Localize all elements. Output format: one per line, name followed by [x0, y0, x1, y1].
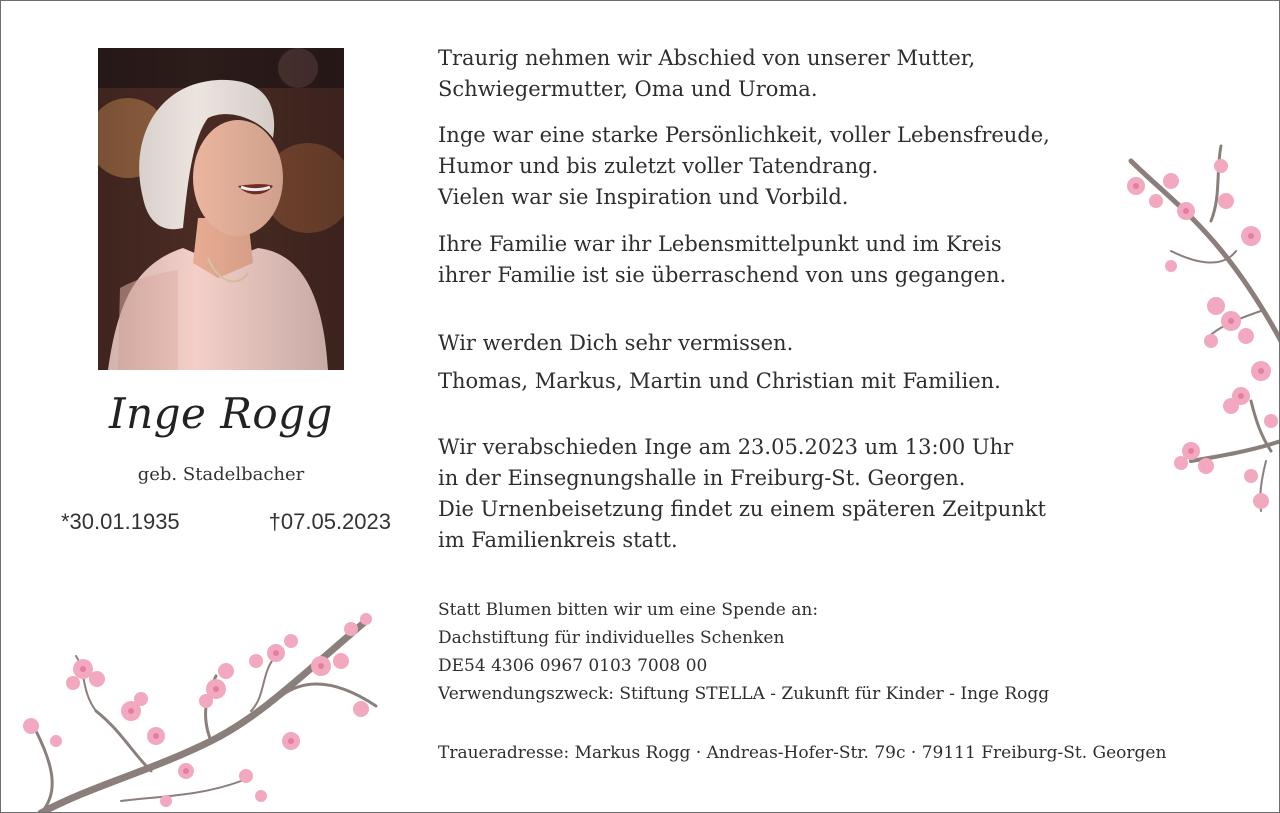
deceased-name: Inge Rogg: [109, 389, 333, 438]
text-line: Die Urnenbeisetzung findet zu einem späteren Zeitpunkt: [438, 497, 1046, 521]
donation-info: [438, 596, 1198, 708]
blossom-cluster: [1127, 159, 1278, 509]
paragraph-farewell: [438, 43, 975, 105]
text-line: Inge war eine starke Persönlichkeit, voller Lebensfreude,: [438, 123, 1050, 147]
maiden-name: geb. Stadelbacher: [137, 464, 305, 485]
text-line: Schwiegermutter, Oma und Uroma.: [438, 77, 818, 101]
donation-line: Dachstiftung für individuelles Schenken: [438, 628, 785, 648]
paragraph-ceremony: [438, 432, 1046, 556]
text-line: Vielen war sie Inspiration und Vorbild.: [438, 185, 849, 209]
text-line: Ihre Familie war ihr Lebensmittelpunkt und im Kreis: [438, 232, 1002, 256]
blossom-branch-bottom-left: [1, 601, 401, 813]
portrait-photo: [98, 48, 344, 370]
text-line: im Familienkreis statt.: [438, 528, 678, 552]
text-line: Wir verabschieden Inge am 23.05.2023 um 13:00 Uhr: [438, 435, 1014, 459]
death-date: †07.05.2023: [268, 509, 391, 534]
donation-line: Verwendungszweck: Stiftung STELLA - Zukunft für Kinder - Inge Rogg: [438, 684, 1050, 704]
life-dates: [61, 509, 391, 535]
donation-iban: DE54 4306 0967 0103 7008 00: [438, 656, 708, 676]
blossom-branch-right: [1111, 141, 1280, 531]
birth-date: *30.01.1935: [61, 509, 180, 534]
paragraph-mourners: Thomas, Markus, Martin und Christian mit Familien.: [438, 369, 1001, 393]
text-line: Traurig nehmen wir Abschied von unserer Mutter,: [438, 46, 976, 70]
blossom-cluster: [23, 613, 372, 807]
text-line: ihrer Familie ist sie überraschend von uns gegangen.: [438, 263, 1007, 287]
donation-line: Statt Blumen bitten wir um eine Spende an:: [438, 600, 819, 620]
paragraph-family: [438, 229, 1006, 291]
paragraph-miss: Wir werden Dich sehr vermissen.: [438, 331, 794, 355]
text-line: Humor und bis zuletzt voller Tatendrang.: [438, 154, 879, 178]
mourning-address: Traueradresse: Markus Rogg · Andreas-Hofer-Str. 79c · 79111 Freiburg-St. Georgen: [438, 743, 1167, 763]
paragraph-personality: [438, 120, 1050, 213]
text-line: in der Einsegnungshalle in Freiburg-St. Georgen.: [438, 466, 966, 490]
